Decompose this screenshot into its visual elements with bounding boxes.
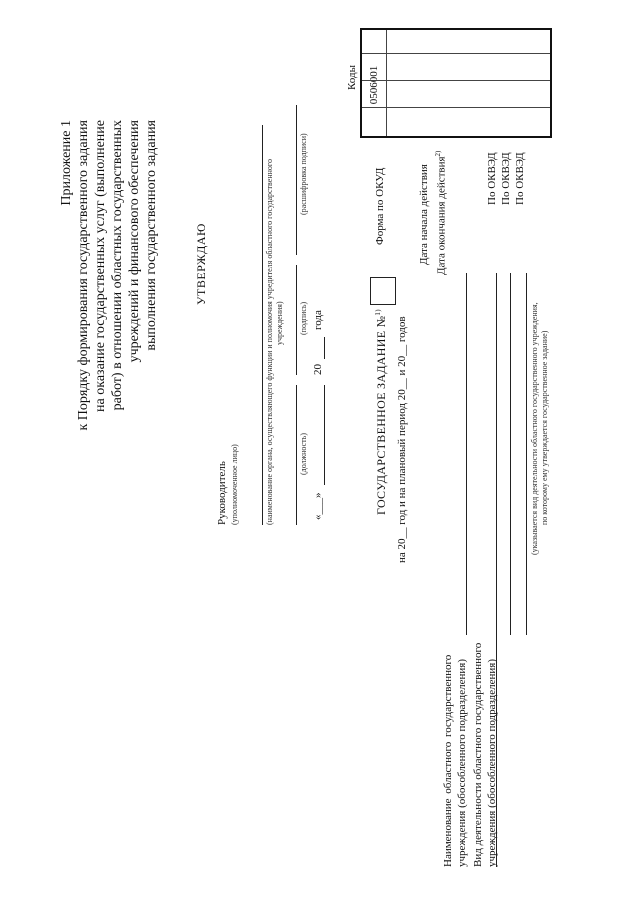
date-suffix: года: [312, 310, 324, 330]
code-label-okved-3: По ОКВЭД: [514, 152, 526, 205]
activity-hint-2: по которому ему утверждается государственное задание): [540, 330, 549, 525]
appendix-title: Приложение 1: [59, 120, 74, 206]
name-label-1: Наименование областного государственного: [442, 654, 454, 867]
organ-hint-2: учреждения): [275, 301, 284, 345]
appendix-line: на оказание государственных услуг (выполнение: [93, 120, 108, 412]
date-year-line[interactable]: [324, 337, 325, 359]
task-period: на 20__ год и на плановый период 20__ и 20__ годов: [396, 316, 408, 563]
date-day[interactable]: «___»: [312, 492, 324, 520]
appendix-line: работ) в отношении областных государственных: [110, 120, 125, 411]
appendix-heading: [58, 120, 160, 760]
task-title-sup: 1): [374, 309, 382, 316]
activity-field-line-2[interactable]: [526, 273, 527, 635]
task-title-text: ГОСУДАРСТВЕННОЕ ЗАДАНИЕ №: [374, 315, 388, 515]
head-hint: (уполномоченное лицо): [230, 444, 239, 525]
codes-table: [360, 28, 552, 138]
signature-hint: (подпись): [299, 301, 308, 335]
codes-col-divider: [362, 107, 550, 108]
date-month-line[interactable]: [324, 385, 325, 485]
organ-line[interactable]: [262, 125, 263, 525]
date-year: 20: [312, 364, 324, 375]
decode-line[interactable]: [296, 105, 297, 255]
name-field-line-2[interactable]: [496, 273, 497, 867]
organ-hint-1: (наименование органа, осуществляющего функции и полномочия учредителя областного государственного: [265, 159, 274, 525]
codes-row-divider: [386, 30, 387, 136]
activity-label-1: Вид деятельности областного государственного: [472, 642, 484, 867]
code-label-end-sup: 2): [434, 150, 442, 157]
appendix-line: к Порядку формирования государственного задания: [76, 120, 91, 431]
position-hint: (должность): [299, 433, 308, 475]
code-label-end: [432, 151, 449, 275]
code-label-start: Дата начала действия: [418, 164, 430, 265]
appendix-line: учреждений и финансового обеспечения: [127, 120, 142, 363]
activity-field-line[interactable]: [510, 273, 511, 635]
appendix-line: выполнения государственного задания: [144, 120, 159, 351]
decode-hint: (расшифровка подписи): [299, 133, 308, 215]
codes-col-divider: [362, 53, 550, 54]
activity-label-2: учреждения (обособленного подразделения): [486, 659, 498, 867]
signature-line[interactable]: [296, 265, 297, 375]
name-field-line[interactable]: [466, 273, 467, 635]
codes-col-divider: [362, 80, 550, 81]
code-label-end-text: Дата окончания действия: [435, 156, 448, 275]
code-label-okud: Форма по ОКУД: [374, 167, 386, 245]
codes-header: Коды: [346, 65, 358, 90]
task-title: [374, 309, 389, 515]
code-label-okved-1: По ОКВЭД: [486, 152, 498, 205]
task-number-box[interactable]: [370, 277, 396, 305]
code-okud-value[interactable]: 0506001: [368, 65, 380, 105]
code-label-okved-2: По ОКВЭД: [500, 152, 512, 205]
approval-title: УТВЕРЖДАЮ: [194, 223, 208, 305]
position-line[interactable]: [296, 385, 297, 525]
activity-hint-1: (указывается вид деятельности областного государственного учреждения,: [530, 302, 539, 555]
name-label-2: учреждения (обособленного подразделения): [456, 659, 468, 867]
head-label: Руководитель: [216, 461, 228, 525]
